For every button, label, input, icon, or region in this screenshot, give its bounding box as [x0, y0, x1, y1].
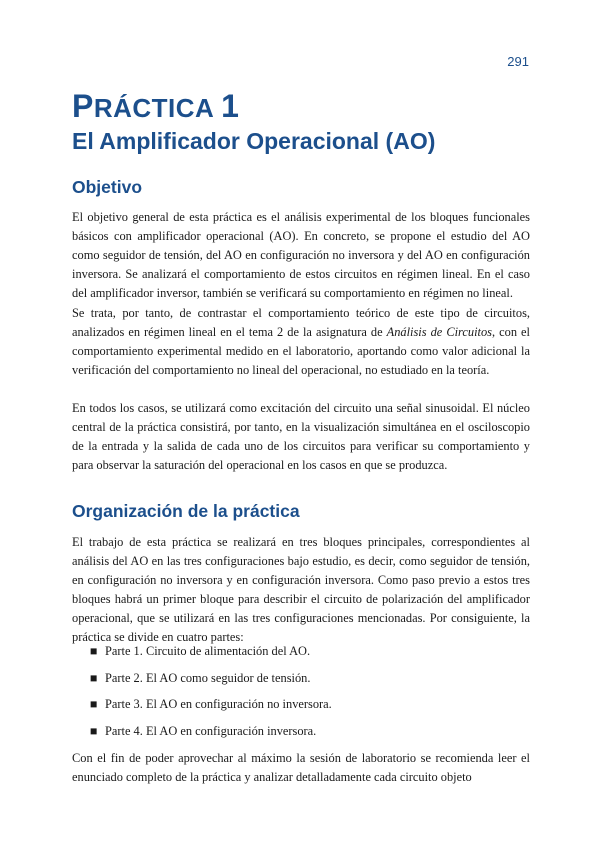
- objetivo-paragraph-3: En todos los casos, se utilizará como excitación del circuito una señal sinusoidal. El núcleo central de la práctica consistirá, por tanto, en la visualización simultánea en el osciloscopio de la entrada y la salida de cada uno de los circuitos para verificar su comportamiento y para observar la saturación del operacional en los casos en que se produzca.: [72, 401, 530, 473]
- list-item: [90, 695, 510, 722]
- list-item-text: Parte 2. El AO como seguidor de tensión.: [105, 670, 311, 685]
- list-item: [90, 722, 510, 749]
- course-name-emphasis: Análisis de Circuitos: [386, 325, 492, 340]
- chapter-subtitle: El Amplificador Operacional (AO): [72, 128, 436, 154]
- bullet-icon: ■: [90, 670, 98, 685]
- chapter-title: [72, 88, 239, 125]
- organizacion-paragraph-2: Con el fin de poder aprovechar al máximo la sesión de laboratorio se recomienda leer el enunciado completo de la práctica y analizar detalladamente cada circuito objeto: [72, 751, 530, 785]
- list-item-text: Parte 4. El AO en configuración inversora.: [105, 723, 317, 738]
- chapter-label-rest: RÁCTICA: [93, 93, 214, 123]
- list-item: [90, 669, 510, 696]
- section-heading-objetivo: Objetivo: [72, 177, 143, 197]
- chapter-label-initial: P: [72, 88, 94, 124]
- bullet-icon: ■: [90, 644, 98, 658]
- list-item: [90, 642, 510, 669]
- bullet-icon: ■: [90, 723, 98, 738]
- bullet-icon: ■: [90, 697, 98, 711]
- parts-list: [90, 642, 510, 748]
- organizacion-paragraph-1: El trabajo de esta práctica se realizará en tres bloques principales, correspondientes al análisis del AO en las tres configuraciones bajo estudio, es decir, como seguidor de tensión, en configuración no inversora y en configuración inversora. Como paso previo a estos tres bloques habrá un primer bloque para describir el circuito de polarización del amplificador operacional, que se utilizará en las tres configuraciones mencionadas. Por consiguiente, la práctica se divide en cuatro partes:: [72, 535, 530, 645]
- objetivo-paragraph-1: El objetivo general de esta práctica es el análisis experimental de los bloques funcionales básicos con amplificador operacional (AO). En concreto, se propone el estudio del AO como seguidor de tensión, del AO en configuración no inversora y del AO en configuración inversora. Se analizará el comportamiento de estos circuitos en régimen lineal. En el caso del amplificador inversor, también se verificará su comportamiento en régimen no lineal.: [72, 210, 530, 301]
- list-item-text: Parte 3. El AO en configuración no inversora.: [105, 697, 332, 711]
- list-item-text: Parte 1. Circuito de alimentación del AO.: [105, 644, 311, 658]
- chapter-number: 1: [221, 88, 240, 124]
- objetivo-paragraph-2-end: , con el comportamiento experimental medido en el laboratorio, aportando como valor adicional la verificación del comportamiento no lineal del operacional, no estudiado en la teoría.: [72, 325, 530, 378]
- page-number: 291: [507, 54, 529, 69]
- section-heading-organizacion: Organización de la práctica: [72, 501, 300, 521]
- objetivo-paragraph-2-start: Se trata, por tanto, de contrastar el comportamiento teórico de este tipo de circuitos, analizados en régimen lineal en el tema 2 de la asignatura de: [72, 306, 530, 340]
- objetivo-paragraph-2: [72, 304, 530, 380]
